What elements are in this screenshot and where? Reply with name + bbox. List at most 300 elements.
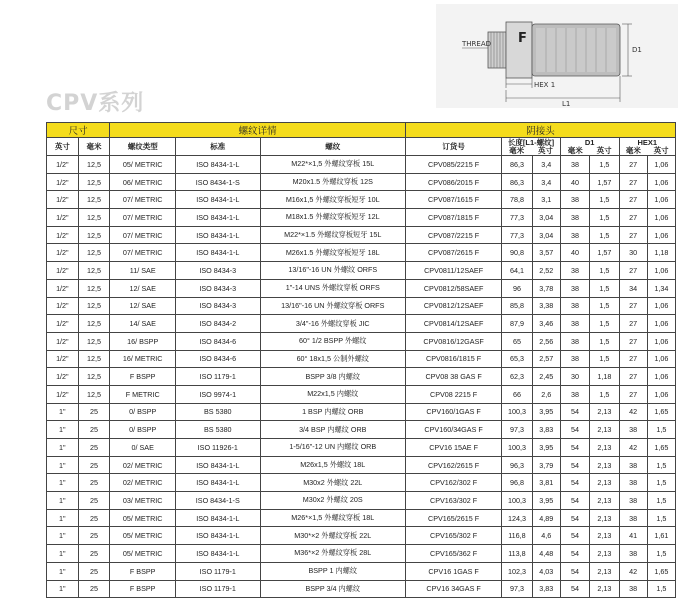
cell-d1-in: 2,13: [590, 545, 619, 563]
cell-hex1-in: 1,06: [647, 368, 675, 386]
cell-thread: M20x1.5 外螺纹穿板 12S: [260, 173, 405, 191]
cell-length-in: 3,1: [532, 191, 560, 209]
cell-thread-type: 14/ SAE: [110, 315, 176, 333]
table-row: [47, 209, 676, 227]
cell-d1-in: 1,5: [590, 385, 619, 403]
cell-hex1-mm: 38: [619, 492, 647, 510]
cell-thread-type: 16/ BSPP: [110, 332, 176, 350]
cell-hex1-mm: 27: [619, 226, 647, 244]
cell-thread: 3/4 BSP 内螺纹 ORB: [260, 421, 405, 439]
cell-d1-mm: 54: [560, 474, 589, 492]
cell-length-in: 3,95: [532, 403, 560, 421]
col-hex1-in: 英寸: [653, 145, 669, 155]
cell-length-in: 2,45: [532, 368, 560, 386]
table-row: [47, 191, 676, 209]
cell-length-in: 4,48: [532, 545, 560, 563]
table-row: [47, 315, 676, 333]
cell-hex1-in: 1,06: [647, 297, 675, 315]
cell-order-no: CPV0816/12GASF: [406, 332, 502, 350]
cell-order-no: CPV0812/12SAEF: [406, 297, 502, 315]
cell-hex1-in: 1,5: [647, 421, 675, 439]
col-hex1: [619, 138, 675, 156]
table-row: [47, 297, 676, 315]
cell-hex1-mm: 27: [619, 173, 647, 191]
cell-length-in: 3,95: [532, 492, 560, 510]
cell-length-mm: 124,3: [502, 509, 533, 527]
coupling-diagram: [436, 4, 678, 108]
cell-mm: 25: [78, 527, 110, 545]
cell-length-mm: 116,8: [502, 527, 533, 545]
cell-length-in: 2,52: [532, 262, 560, 280]
cell-length-mm: 113,8: [502, 545, 533, 563]
cell-hex1-mm: 27: [619, 385, 647, 403]
cell-thread: M26x1.5 外螺纹穿板短牙 18L: [260, 244, 405, 262]
cell-length-mm: 97,3: [502, 421, 533, 439]
table-row: [47, 332, 676, 350]
cell-thread-type: F METRIC: [110, 385, 176, 403]
cell-mm: 12,5: [78, 173, 110, 191]
cell-thread: 13/16"-16 UN 外螺纹穿板 ORFS: [260, 297, 405, 315]
cell-standard: ISO 8434-1-L: [176, 474, 260, 492]
cell-length-mm: 100,3: [502, 403, 533, 421]
cell-d1-mm: 54: [560, 403, 589, 421]
cell-thread: M18x1.5 外螺纹穿板短牙 12L: [260, 209, 405, 227]
col-length-mm: 毫米: [509, 145, 525, 155]
cell-mm: 12,5: [78, 209, 110, 227]
cell-thread-type: 02/ METRIC: [110, 474, 176, 492]
cell-length-in: 2,56: [532, 332, 560, 350]
l1-label: L1: [562, 100, 571, 108]
cell-mm: 25: [78, 456, 110, 474]
cell-inch: 1/2": [47, 332, 79, 350]
cell-inch: 1/2": [47, 385, 79, 403]
cell-hex1-in: 1,06: [647, 262, 675, 280]
table-row: [47, 403, 676, 421]
cell-order-no: CPV087/1815 F: [406, 209, 502, 227]
cell-d1-in: 1,5: [590, 209, 619, 227]
cell-hex1-mm: 42: [619, 403, 647, 421]
cell-thread: 60° 18x1,5 公制外螺纹: [260, 350, 405, 368]
cell-length-mm: 97,3: [502, 580, 533, 598]
cell-mm: 12,5: [78, 279, 110, 297]
cell-length-mm: 66: [502, 385, 533, 403]
cell-thread-type: F BSPP: [110, 580, 176, 598]
cell-length-in: 2,6: [532, 385, 560, 403]
table-row: [47, 562, 676, 580]
cell-d1-in: 2,13: [590, 527, 619, 545]
cell-thread: 13/16"-16 UN 外螺纹 ORFS: [260, 262, 405, 280]
cell-hex1-mm: 42: [619, 439, 647, 457]
col-order-no: 订货号: [406, 138, 502, 156]
cell-thread-type: 07/ METRIC: [110, 244, 176, 262]
cell-inch: 1": [47, 403, 79, 421]
cell-d1-in: 2,13: [590, 492, 619, 510]
cell-order-no: CPV087/2615 F: [406, 244, 502, 262]
cell-hex1-mm: 27: [619, 297, 647, 315]
cell-hex1-mm: 42: [619, 562, 647, 580]
table-row: [47, 492, 676, 510]
cell-thread: M36*×2 外螺纹穿板 28L: [260, 545, 405, 563]
col-mm: 毫米: [78, 138, 110, 156]
cell-thread: 60° 1/2 BSPP 外螺纹: [260, 332, 405, 350]
table-row: [47, 226, 676, 244]
cell-order-no: CPV16 34GAS F: [406, 580, 502, 598]
table-row: [47, 421, 676, 439]
cell-d1-mm: 54: [560, 456, 589, 474]
cell-mm: 25: [78, 439, 110, 457]
cell-order-no: CPV087/1615 F: [406, 191, 502, 209]
cell-standard: ISO 1179-1: [176, 562, 260, 580]
cell-order-no: CPV165/362 F: [406, 545, 502, 563]
cell-thread: BSPP 3/4 内螺纹: [260, 580, 405, 598]
cell-length-in: 3,4: [532, 173, 560, 191]
cell-length-mm: 85,8: [502, 297, 533, 315]
cell-d1-mm: 38: [560, 385, 589, 403]
svg-text:F: F: [518, 31, 527, 46]
group-female: 阴接头: [406, 123, 676, 138]
cell-length-in: 4,6: [532, 527, 560, 545]
cell-length-in: 3,4: [532, 156, 560, 174]
cell-thread-type: 11/ SAE: [110, 262, 176, 280]
cell-order-no: CPV163/302 F: [406, 492, 502, 510]
spec-table: [46, 122, 676, 598]
cell-standard: ISO 8434-1-L: [176, 226, 260, 244]
table-row: [47, 545, 676, 563]
cell-length-in: 3,04: [532, 209, 560, 227]
cell-standard: ISO 8434-1-L: [176, 156, 260, 174]
cell-d1-mm: 38: [560, 262, 589, 280]
cell-thread-type: 03/ METRIC: [110, 492, 176, 510]
cell-mm: 12,5: [78, 262, 110, 280]
cell-length-mm: 96,3: [502, 456, 533, 474]
cell-d1-mm: 54: [560, 580, 589, 598]
cell-mm: 25: [78, 403, 110, 421]
cell-d1-mm: 40: [560, 173, 589, 191]
cell-hex1-mm: 27: [619, 368, 647, 386]
cell-hex1-in: 1,65: [647, 439, 675, 457]
cell-hex1-in: 1,06: [647, 350, 675, 368]
cell-thread: M30*×2 外螺纹穿板 22L: [260, 527, 405, 545]
cell-d1-in: 1,5: [590, 332, 619, 350]
cell-hex1-in: 1,65: [647, 562, 675, 580]
cell-hex1-mm: 27: [619, 262, 647, 280]
cell-inch: 1/2": [47, 209, 79, 227]
cell-thread: M22x1,5 内螺纹: [260, 385, 405, 403]
col-standard: 标准: [176, 138, 260, 156]
cell-length-mm: 77,3: [502, 209, 533, 227]
col-length: [502, 138, 561, 156]
cell-inch: 1/2": [47, 173, 79, 191]
cell-d1-in: 1,5: [590, 350, 619, 368]
cell-inch: 1": [47, 580, 79, 598]
cell-d1-in: 2,13: [590, 562, 619, 580]
cell-mm: 25: [78, 509, 110, 527]
cell-length-mm: 65,3: [502, 350, 533, 368]
cell-d1-in: 2,13: [590, 456, 619, 474]
cell-order-no: CPV160/34GAS F: [406, 421, 502, 439]
cell-inch: 1": [47, 421, 79, 439]
cell-d1-in: 1,5: [590, 226, 619, 244]
cell-thread-type: 0/ SAE: [110, 439, 176, 457]
cell-inch: 1": [47, 509, 79, 527]
cell-d1-mm: 54: [560, 492, 589, 510]
cell-d1-mm: 38: [560, 332, 589, 350]
cell-d1-in: 1,18: [590, 368, 619, 386]
cell-length-in: 3,81: [532, 474, 560, 492]
cell-hex1-mm: 38: [619, 421, 647, 439]
cell-hex1-in: 1,06: [647, 385, 675, 403]
col-d1: [560, 138, 619, 156]
cell-order-no: CPV08 38 GAS F: [406, 368, 502, 386]
cell-length-mm: 90,8: [502, 244, 533, 262]
cell-standard: ISO 8434-1-L: [176, 244, 260, 262]
cell-thread: M22*×1.5 外螺纹穿板短牙 15L: [260, 226, 405, 244]
cell-inch: 1/2": [47, 262, 79, 280]
cell-d1-in: 1,5: [590, 315, 619, 333]
cell-length-in: 3,78: [532, 279, 560, 297]
cell-order-no: CPV165/2615 F: [406, 509, 502, 527]
cell-hex1-in: 1,5: [647, 580, 675, 598]
cell-thread: 1"-14 UNS 外螺纹穿板 ORFS: [260, 279, 405, 297]
table-row: [47, 580, 676, 598]
cell-order-no: CPV0816/1815 F: [406, 350, 502, 368]
cell-order-no: CPV16 1GAS F: [406, 562, 502, 580]
table-row: [47, 279, 676, 297]
col-d1-mm: 毫米: [567, 145, 583, 155]
cell-length-mm: 100,3: [502, 492, 533, 510]
cell-hex1-in: 1,06: [647, 226, 675, 244]
cell-hex1-mm: 27: [619, 156, 647, 174]
cell-standard: ISO 8434-1-L: [176, 527, 260, 545]
cell-hex1-in: 1,06: [647, 209, 675, 227]
cell-thread: M26x1,5 外螺纹 18L: [260, 456, 405, 474]
cell-hex1-in: 1,18: [647, 244, 675, 262]
cell-d1-mm: 54: [560, 562, 589, 580]
cell-length-in: 3,46: [532, 315, 560, 333]
cell-inch: 1": [47, 545, 79, 563]
cell-thread-type: 12/ SAE: [110, 297, 176, 315]
cell-standard: ISO 8434-1-L: [176, 545, 260, 563]
cell-length-mm: 96: [502, 279, 533, 297]
cell-hex1-mm: 30: [619, 244, 647, 262]
table-row: [47, 456, 676, 474]
thread-label: THREAD: [462, 40, 492, 48]
cell-hex1-mm: 38: [619, 545, 647, 563]
cell-length-mm: 62,3: [502, 368, 533, 386]
cell-hex1-in: 1,06: [647, 332, 675, 350]
cell-length-mm: 87,9: [502, 315, 533, 333]
cell-hex1-mm: 38: [619, 509, 647, 527]
cell-mm: 12,5: [78, 191, 110, 209]
page-title: CPV系列: [46, 91, 145, 116]
cell-length-in: 3,83: [532, 580, 560, 598]
cell-d1-in: 1,5: [590, 279, 619, 297]
cell-length-mm: 86,3: [502, 173, 533, 191]
cell-length-mm: 86,3: [502, 156, 533, 174]
cell-mm: 12,5: [78, 244, 110, 262]
cell-mm: 25: [78, 421, 110, 439]
cell-standard: ISO 8434-3: [176, 297, 260, 315]
cell-d1-mm: 54: [560, 439, 589, 457]
cell-thread: M30x2 外螺纹 22L: [260, 474, 405, 492]
cell-order-no: CPV0811/12SAEF: [406, 262, 502, 280]
cell-order-no: CPV086/2015 F: [406, 173, 502, 191]
cell-d1-mm: 38: [560, 279, 589, 297]
cell-d1-in: 1,57: [590, 173, 619, 191]
cell-hex1-in: 1,65: [647, 403, 675, 421]
table-row: [47, 173, 676, 191]
cell-standard: ISO 8434-2: [176, 315, 260, 333]
cell-inch: 1": [47, 562, 79, 580]
group-thread: 螺纹详情: [110, 123, 406, 138]
cell-length-in: 3,95: [532, 439, 560, 457]
cell-length-in: 2,57: [532, 350, 560, 368]
cell-inch: 1/2": [47, 244, 79, 262]
cell-d1-mm: 38: [560, 297, 589, 315]
cell-thread-type: 05/ METRIC: [110, 509, 176, 527]
cell-thread: M22*×1,5 外螺纹穿板 15L: [260, 156, 405, 174]
cell-mm: 12,5: [78, 315, 110, 333]
cell-thread-type: 12/ SAE: [110, 279, 176, 297]
cell-thread: M26*×1,5 外螺纹穿板 18L: [260, 509, 405, 527]
cell-length-in: 3,83: [532, 421, 560, 439]
cell-hex1-in: 1,5: [647, 509, 675, 527]
cell-hex1-in: 1,06: [647, 191, 675, 209]
table-row: [47, 527, 676, 545]
cell-standard: ISO 8434-3: [176, 279, 260, 297]
cell-mm: 12,5: [78, 332, 110, 350]
table-row: [47, 262, 676, 280]
col-length-title: 长度[L1-螺纹]: [507, 137, 555, 147]
cell-length-mm: 78,8: [502, 191, 533, 209]
cell-d1-mm: 40: [560, 244, 589, 262]
cell-mm: 25: [78, 580, 110, 598]
cell-standard: ISO 8434-6: [176, 350, 260, 368]
cell-thread-type: 07/ METRIC: [110, 191, 176, 209]
cell-standard: ISO 8434-1-L: [176, 191, 260, 209]
cell-hex1-mm: 27: [619, 209, 647, 227]
cell-hex1-mm: 27: [619, 315, 647, 333]
cell-hex1-mm: 38: [619, 474, 647, 492]
cell-standard: ISO 8434-1-S: [176, 492, 260, 510]
cell-inch: 1": [47, 474, 79, 492]
cell-hex1-mm: 27: [619, 350, 647, 368]
cell-thread-type: 0/ BSPP: [110, 403, 176, 421]
cell-length-mm: 100,3: [502, 439, 533, 457]
cell-hex1-in: 1,06: [647, 156, 675, 174]
cell-inch: 1/2": [47, 156, 79, 174]
table-row: [47, 156, 676, 174]
cell-d1-mm: 30: [560, 368, 589, 386]
cell-d1-in: 2,13: [590, 439, 619, 457]
cell-order-no: CPV165/302 F: [406, 527, 502, 545]
cell-thread-type: 07/ METRIC: [110, 209, 176, 227]
table-row: [47, 439, 676, 457]
cell-thread-type: F BSPP: [110, 562, 176, 580]
table-row: [47, 474, 676, 492]
cell-d1-mm: 54: [560, 527, 589, 545]
hex-label: HEX 1: [534, 81, 556, 89]
cell-mm: 12,5: [78, 368, 110, 386]
cell-standard: ISO 8434-1-S: [176, 173, 260, 191]
cell-mm: 25: [78, 545, 110, 563]
group-size: 尺寸: [47, 123, 110, 138]
cell-mm: 12,5: [78, 226, 110, 244]
cell-mm: 12,5: [78, 385, 110, 403]
cell-length-in: 3,04: [532, 226, 560, 244]
cell-inch: 1": [47, 439, 79, 457]
cell-inch: 1/2": [47, 226, 79, 244]
cell-length-in: 4,03: [532, 562, 560, 580]
cell-hex1-mm: 27: [619, 191, 647, 209]
cell-standard: ISO 8434-6: [176, 332, 260, 350]
cell-mm: 12,5: [78, 297, 110, 315]
cell-thread-type: F BSPP: [110, 368, 176, 386]
cell-length-in: 4,89: [532, 509, 560, 527]
cell-standard: ISO 8434-3: [176, 262, 260, 280]
cell-hex1-mm: 41: [619, 527, 647, 545]
cell-d1-in: 1,5: [590, 156, 619, 174]
cell-thread: BSPP 3/8 内螺纹: [260, 368, 405, 386]
cell-standard: ISO 1179-1: [176, 580, 260, 598]
cell-length-in: 3,57: [532, 244, 560, 262]
cell-standard: BS 5380: [176, 403, 260, 421]
cell-standard: ISO 8434-1-L: [176, 456, 260, 474]
cell-d1-mm: 54: [560, 509, 589, 527]
cell-hex1-in: 1,5: [647, 492, 675, 510]
cell-standard: BS 5380: [176, 421, 260, 439]
cell-d1-in: 2,13: [590, 509, 619, 527]
cell-d1-in: 1,5: [590, 262, 619, 280]
cell-order-no: CPV162/302 F: [406, 474, 502, 492]
cell-thread-type: 0/ BSPP: [110, 421, 176, 439]
cell-length-mm: 96,8: [502, 474, 533, 492]
table-row: [47, 385, 676, 403]
cell-hex1-mm: 38: [619, 456, 647, 474]
cell-d1-mm: 38: [560, 350, 589, 368]
cell-length-in: 3,38: [532, 297, 560, 315]
cell-thread-type: 05/ METRIC: [110, 545, 176, 563]
cell-order-no: CPV08 2215 F: [406, 385, 502, 403]
cell-d1-mm: 54: [560, 545, 589, 563]
cell-inch: 1/2": [47, 368, 79, 386]
cell-order-no: CPV085/2215 F: [406, 156, 502, 174]
cell-inch: 1": [47, 492, 79, 510]
cell-d1-mm: 38: [560, 156, 589, 174]
col-thread: 螺纹: [260, 138, 405, 156]
cell-thread: 1 BSP 内螺纹 ORB: [260, 403, 405, 421]
cell-hex1-in: 1,5: [647, 474, 675, 492]
cell-length-mm: 77,3: [502, 226, 533, 244]
cell-d1-in: 2,13: [590, 580, 619, 598]
cell-order-no: CPV0814/12SAEF: [406, 315, 502, 333]
cell-standard: ISO 9974-1: [176, 385, 260, 403]
cell-mm: 12,5: [78, 350, 110, 368]
cell-thread: 1-5/16"-12 UN 内螺纹 ORB: [260, 439, 405, 457]
cell-thread: 3/4"-16 外螺纹穿板 JIC: [260, 315, 405, 333]
cell-length-mm: 102,3: [502, 562, 533, 580]
table-row: [47, 350, 676, 368]
cell-order-no: CPV16 15AE F: [406, 439, 502, 457]
cell-d1-mm: 38: [560, 191, 589, 209]
cell-hex1-mm: 27: [619, 332, 647, 350]
cell-d1-mm: 38: [560, 315, 589, 333]
cell-d1-in: 1,5: [590, 297, 619, 315]
cell-thread-type: 07/ METRIC: [110, 226, 176, 244]
cell-thread: BSPP 1 内螺纹: [260, 562, 405, 580]
cell-length-mm: 65: [502, 332, 533, 350]
col-d1-title: D1: [584, 137, 595, 147]
